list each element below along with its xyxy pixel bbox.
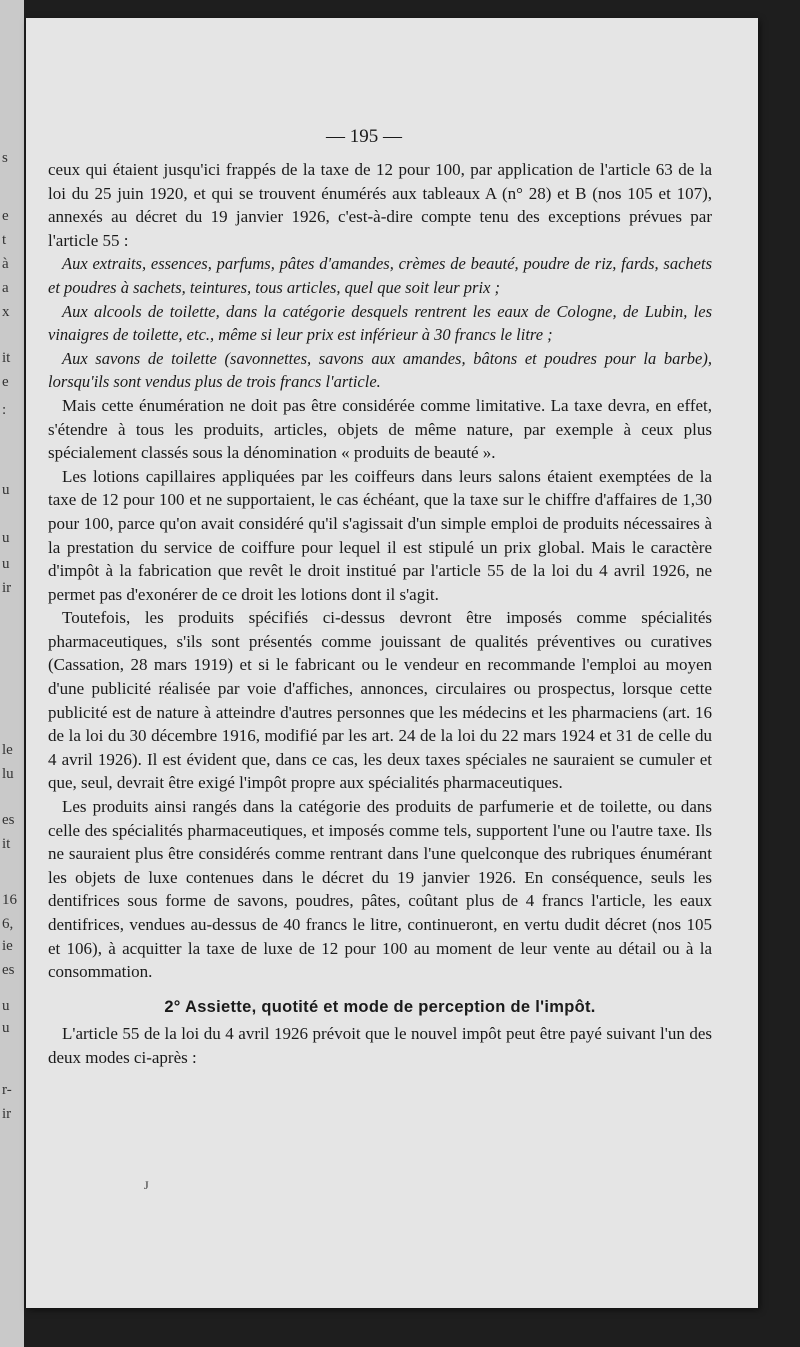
facing-page-fragment: it	[2, 350, 11, 366]
facing-page-fragment: s	[2, 150, 8, 166]
paragraph: Les produits ainsi rangés dans la catégorie des produits de parfumerie et de toilette, ou dans celle des spécialités pharmaceutiques, et imposés comme tels, supportent l'une ou l'autre taxe. Ils ne sauraient plus être considérés comme rentrant dans l'une quelconque des rubriques énumérant les objets de luxe contenues dans le décret du 19 janvier 1926. En conséquence, seuls les dentifrices sous forme de savons, poudres, pâtes, coûtant plus de 4 francs l'article, les eaux dentifrices, vendues au-dessus de 40 francs le litre, continueront, en vertu dudit décret (nos 105 et 106), à acquitter la taxe de luxe de 12 pour 100 au moment de leur vente au détail ou à la consommation.	[48, 797, 712, 982]
section-heading: 2° Assiette, quotité et mode de perception de l'impôt.	[164, 997, 596, 1016]
italic-list-item: Aux extraits, essences, parfums, pâtes d'amandes, crèmes de beauté, poudre de riz, fards, sachets et poudres à sachets, teintures, tous articles, quel que soit leur prix ;	[48, 254, 712, 297]
facing-page-fragment: es	[2, 962, 15, 978]
facing-page-fragment: it	[2, 836, 11, 852]
paragraph: Les lotions capillaires appliquées par les coiffeurs dans leurs salons étaient exemptées de la taxe de 12 pour 100 et ne supportaient, le cas échéant, que la taxe sur le chiffre d'affaires de 1,30 pour 100, parce qu'on avait considéré qu'il s'agissait d'un simple emploi de produits nécessaires à la prestation du service de coiffure pour lequel il est stipulé un prix global. Mais le caractère d'impôt à la fabrication que revêt le droit institué par l'article 55 de la loi du 4 avril 1926, ne permet pas d'exonérer de ce droit les lotions dont il s'agit.	[48, 466, 712, 604]
paragraph: ceux qui étaient jusqu'ici frappés de la taxe de 12 pour 100, par application de l'article 63 de la loi du 25 juin 1920, et qui se trouvent énumérés aux tableaux A (n° 28) et B (nos 105 et 107), annexés au décret du 19 janvier 1926, c'est-à-dire compte tenu des exceptions prévues par l'article 55 :	[48, 160, 712, 250]
facing-page-fragment: ir	[2, 580, 12, 596]
facing-page-fragment: lu	[2, 766, 14, 782]
stray-mark: J	[144, 1178, 149, 1192]
facing-page-fragment: :	[2, 402, 7, 418]
facing-page-fragment: r-	[2, 1082, 12, 1098]
facing-page-fragment: a	[2, 280, 9, 296]
facing-page-edge	[0, 0, 24, 1347]
facing-page-fragment: u	[2, 998, 10, 1014]
facing-page-fragment: u	[2, 1020, 10, 1036]
italic-list-item: Aux alcools de toilette, dans la catégorie desquels rentrent les eaux de Cologne, de Lubin, les vinaigres de toilette, etc., même si leur prix est inférieur à 30 francs le litre ;	[48, 301, 712, 345]
facing-page-fragment: u	[2, 530, 10, 546]
facing-page-fragment: 6,	[2, 916, 14, 932]
document-page	[26, 18, 758, 1308]
body-text	[48, 158, 712, 1070]
facing-page-fragment: es	[2, 812, 15, 828]
facing-page-fragment: u	[2, 482, 10, 498]
facing-page-fragment: e	[2, 208, 9, 224]
facing-page-fragment: à	[2, 256, 9, 272]
facing-page-fragment: u	[2, 556, 10, 572]
paragraph: L'article 55 de la loi du 4 avril 1926 prévoit que le nouvel impôt peut être payé suivant l'un des deux modes ci-après :	[48, 1024, 712, 1067]
facing-page-fragment: ir	[2, 1106, 12, 1122]
facing-page-fragment: t	[2, 232, 7, 248]
page-number: — 195 —	[326, 126, 402, 147]
facing-page-fragment: e	[2, 374, 9, 390]
paragraph: Toutefois, les produits spécifiés ci-dessus devront être imposés comme spécialités pharmaceutiques, s'ils sont présentés comme jouissant de qualités préventives ou curatives (Cassation, 28 mars 1919) et si le fabricant ou le vendeur en recommande l'emploi au moyen d'une publicité réalisée par voie d'affiches, annonces, circulaires ou prospectus, lorsque cette publicité est de nature à atteindre d'autres personnes que les médecins et les pharmaciens (art. 16 de la loi du 30 décembre 1916, modifié par les art. 24 de la loi du 22 mars 1924 et 31 de celle du 4 avril 1926). Il est évident que, dans ce cas, les deux taxes spéciales ne sauraient se cumuler et que, seul, devrait être exigé l'impôt propre aux spécialités pharmaceutiques.	[48, 608, 712, 793]
facing-page-fragment: ie	[2, 938, 13, 954]
paragraph: Mais cette énumération ne doit pas être considérée comme limitative. La taxe devra, en effet, s'étendre à tous les produits, articles, objets de même nature, par exemple à ceux plus spécialement classés sous la dénomination « produits de beauté ».	[48, 395, 712, 463]
facing-page-fragment: le	[2, 742, 13, 758]
facing-page-fragment: 16	[2, 892, 17, 908]
facing-page-fragment: x	[2, 304, 10, 320]
italic-list-item: Aux savons de toilette (savonnettes, savons aux amandes, bâtons et poudres pour la barbe), lorsqu'ils sont vendus plus de trois francs l'article.	[48, 348, 712, 392]
